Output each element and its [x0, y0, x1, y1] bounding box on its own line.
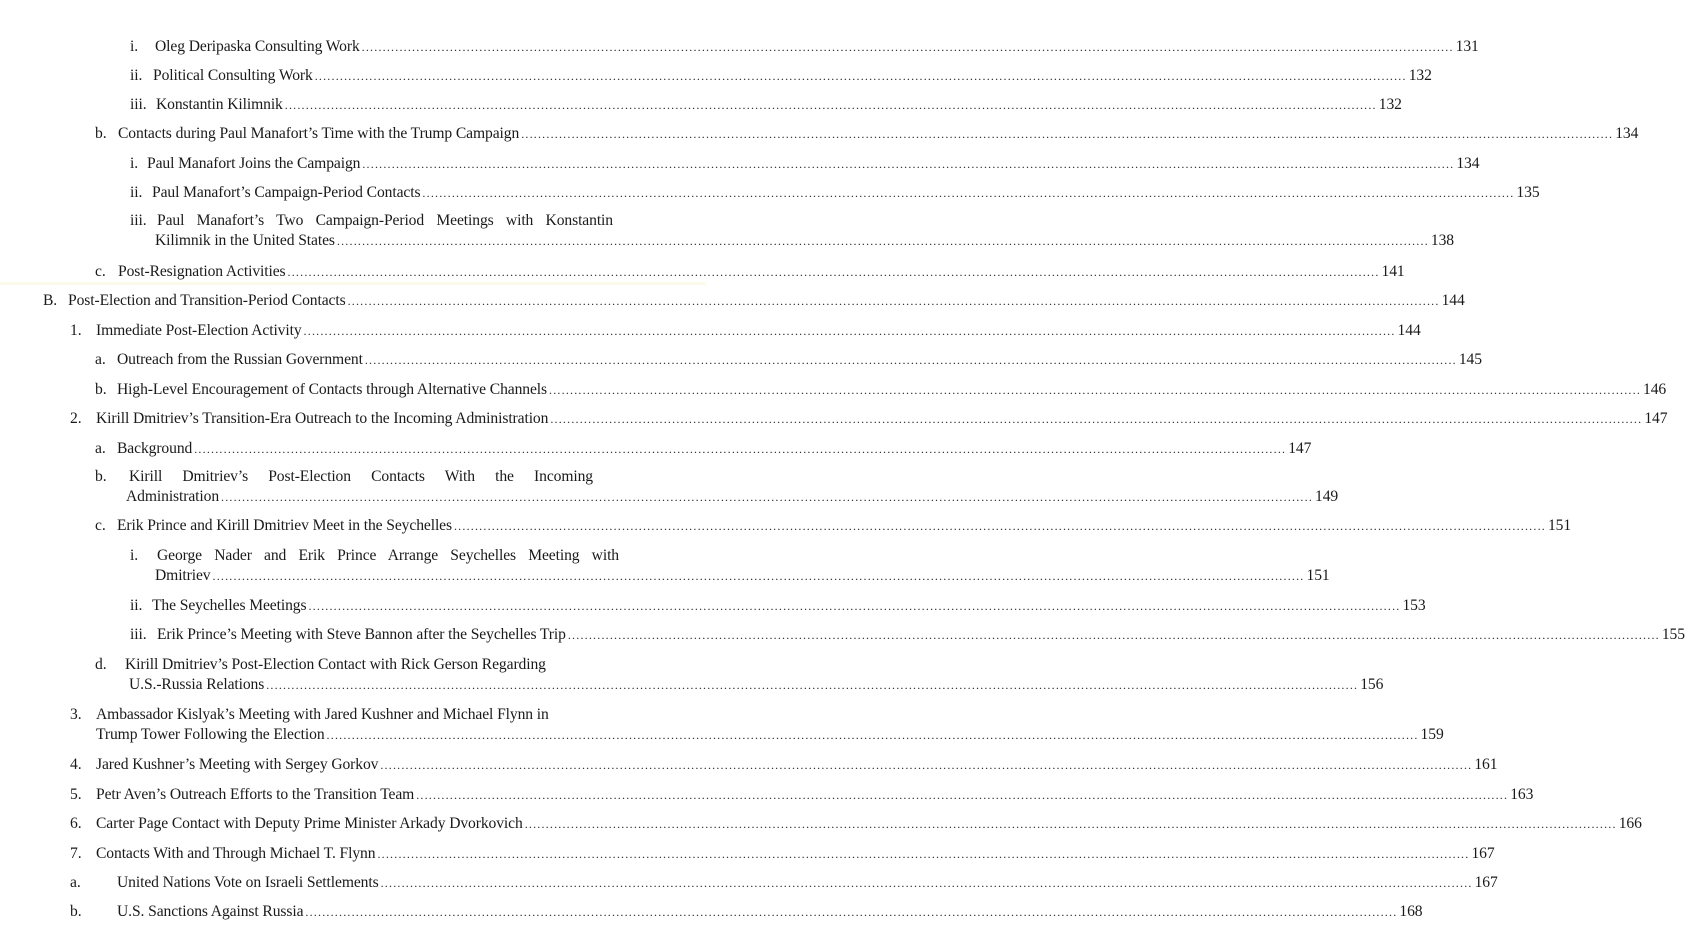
page-number: 147 — [1288, 440, 1312, 457]
entry-title: High-Level Encouragement of Contacts through Alternative Channels — [117, 381, 548, 398]
toc-entry[interactable] — [130, 625, 1685, 645]
entry-line — [96, 844, 1495, 864]
entry-number: 5. — [70, 786, 82, 803]
entry-number: 2. — [70, 410, 82, 427]
dot-leader: .................................................................................................................................................................................................................................................................... — [326, 728, 1419, 742]
entry-number: iii. — [130, 96, 147, 113]
toc-entry[interactable] — [130, 66, 1432, 86]
page-number: 155 — [1661, 626, 1685, 643]
entry-number: 6. — [70, 815, 82, 832]
entry-line — [117, 516, 1572, 536]
entry-line — [118, 262, 1405, 282]
dot-leader: .................................................................................................................................................................................................................................................................... — [550, 412, 1643, 426]
page-number: 132 — [1408, 67, 1432, 84]
dot-leader: .................................................................................................................................................................................................................................................................... — [567, 628, 1660, 642]
page-number: 168 — [1399, 903, 1423, 920]
dot-leader: .................................................................................................................................................................................................................................................................... — [287, 265, 1380, 279]
entry-number: iii. — [130, 212, 147, 229]
entry-number: b. — [70, 903, 82, 920]
entry-line — [117, 350, 1482, 370]
entry-title-line1: Paul Manafort’s Two Campaign-Period Meetings with Konstantin — [157, 212, 613, 229]
page-number: 151 — [1547, 517, 1572, 534]
dot-leader: .................................................................................................................................................................................................................................................................... — [361, 40, 1454, 54]
entry-line — [155, 566, 1330, 586]
entry-title: Background — [117, 440, 193, 457]
page-number: 167 — [1474, 874, 1498, 891]
entry-number: ii. — [130, 67, 143, 84]
entry-title: Immediate Post-Election Activity — [96, 322, 302, 339]
entry-number: a. — [95, 440, 106, 457]
entry-number: b. — [95, 125, 107, 142]
toc-entry[interactable] — [95, 655, 1384, 695]
dot-leader: .................................................................................................................................................................................................................................................................... — [266, 678, 1359, 692]
entry-number: B. — [43, 292, 58, 309]
entry-number: b. — [95, 381, 107, 398]
page-number: 159 — [1420, 726, 1444, 743]
entry-title: Oleg Deripaska Consulting Work — [155, 38, 360, 55]
entry-title: U.S. Sanctions Against Russia — [117, 903, 304, 920]
entry-number: c. — [95, 517, 106, 534]
entry-title: U.S.-Russia Relations — [129, 676, 265, 693]
entry-number: c. — [95, 263, 106, 280]
entry-title-line1: Kirill Dmitriev’s Post-Election Contact with Rick Gerson Regarding — [125, 656, 546, 673]
entry-title: Petr Aven’s Outreach Efforts to the Transition Team — [96, 786, 415, 803]
entry-line — [117, 439, 1312, 459]
entry-title: Outreach from the Russian Government — [117, 351, 363, 368]
toc-entry[interactable] — [130, 37, 1479, 57]
entry-line — [96, 814, 1642, 834]
toc-entry[interactable] — [95, 350, 1482, 370]
entry-line — [155, 231, 1454, 251]
toc-entry[interactable] — [70, 902, 1423, 922]
entry-title: Contacts With and Through Michael T. Flynn — [96, 845, 376, 862]
page-number: 151 — [1306, 567, 1330, 584]
toc-entry[interactable] — [70, 785, 1534, 805]
page-number: 167 — [1471, 845, 1495, 862]
page-number: 135 — [1516, 184, 1540, 201]
dot-leader: .................................................................................................................................................................................................................................................................... — [377, 847, 1470, 861]
entry-number: a. — [70, 874, 81, 891]
toc-entry[interactable] — [130, 596, 1426, 616]
toc-entry[interactable] — [70, 755, 1498, 775]
page-number: 141 — [1381, 263, 1405, 280]
dot-leader: .................................................................................................................................................................................................................................................................... — [284, 98, 1377, 112]
entry-title: Paul Manafort Joins the Campaign — [147, 155, 361, 172]
dot-leader: .................................................................................................................................................................................................................................................................... — [524, 817, 1617, 831]
entry-line — [118, 124, 1639, 144]
dot-leader: .................................................................................................................................................................................................................................................................... — [305, 905, 1398, 919]
page-number: 134 — [1615, 125, 1639, 142]
toc-entry[interactable] — [130, 183, 1540, 203]
entry-line — [117, 902, 1423, 922]
entry-number: ii. — [130, 184, 143, 201]
dot-leader: .................................................................................................................................................................................................................................................................... — [422, 186, 1515, 200]
entry-line — [117, 873, 1498, 893]
toc-entry[interactable] — [95, 467, 1339, 507]
entry-title: The Seychelles Meetings — [152, 597, 307, 614]
entry-title: Trump Tower Following the Election — [96, 726, 325, 743]
entry-number: a. — [95, 351, 106, 368]
entry-title: Erik Prince and Kirill Dmitriev Meet in the Seychelles — [117, 517, 452, 534]
entry-title: Post-Resignation Activities — [118, 263, 286, 280]
toc-entry[interactable] — [95, 516, 1572, 536]
toc-entry[interactable] — [70, 814, 1642, 834]
entry-title: Dmitriev — [155, 567, 211, 584]
entry-title-line1: George Nader and Erik Prince Arrange Seychelles Meeting with — [157, 547, 619, 564]
entry-number: 3. — [70, 706, 82, 723]
entry-line — [126, 487, 1339, 507]
dot-leader: .................................................................................................................................................................................................................................................................... — [380, 758, 1473, 772]
toc-entry[interactable] — [95, 124, 1639, 144]
dot-leader: .................................................................................................................................................................................................................................................................... — [221, 490, 1314, 504]
toc-entry[interactable] — [130, 546, 1330, 586]
entry-line — [155, 37, 1479, 57]
page-number: 163 — [1510, 786, 1534, 803]
page-number: 149 — [1315, 488, 1339, 505]
entry-line — [96, 321, 1421, 341]
entry-title-line1: Kirill Dmitriev’s Post-Election Contacts With the Incoming — [129, 468, 593, 485]
dot-leader: .................................................................................................................................................................................................................................................................... — [212, 569, 1305, 583]
entry-number: d. — [95, 656, 107, 673]
entry-title: United Nations Vote on Israeli Settlements — [117, 874, 379, 891]
entry-number: 4. — [70, 756, 82, 773]
entry-line — [152, 183, 1540, 203]
entry-title-line1: Ambassador Kislyak’s Meeting with Jared Kushner and Michael Flynn in — [96, 706, 549, 723]
page-number: 144 — [1397, 322, 1421, 339]
dot-leader: .................................................................................................................................................................................................................................................................... — [303, 324, 1396, 338]
page-number: 153 — [1402, 597, 1426, 614]
entry-line — [147, 154, 1480, 174]
entry-title: Carter Page Contact with Deputy Prime Minister Arkady Dvorkovich — [96, 815, 523, 832]
entry-title: Erik Prince’s Meeting with Steve Bannon after the Seychelles Trip — [157, 626, 566, 643]
page-number: 147 — [1644, 410, 1668, 427]
dot-leader: .................................................................................................................................................................................................................................................................... — [453, 519, 1546, 533]
entry-number: i. — [130, 38, 139, 55]
entry-line — [68, 291, 1465, 311]
entry-title: Jared Kushner’s Meeting with Sergey Gorkov — [96, 756, 379, 773]
entry-number: i. — [130, 547, 139, 564]
page-number: 144 — [1441, 292, 1465, 309]
entry-number: i. — [130, 155, 139, 172]
dot-leader: .................................................................................................................................................................................................................................................................... — [347, 294, 1440, 308]
page-number: 131 — [1455, 38, 1479, 55]
toc-entry[interactable] — [130, 95, 1402, 115]
toc-entry[interactable] — [95, 380, 1667, 400]
page-number: 166 — [1618, 815, 1642, 832]
entry-line — [157, 625, 1685, 645]
entry-line — [152, 596, 1426, 616]
toc-entry[interactable] — [130, 211, 1454, 251]
entry-number: b. — [95, 468, 107, 485]
entry-title: Konstantin Kilimnik — [156, 96, 283, 113]
entry-line — [129, 675, 1384, 695]
entry-line — [96, 409, 1668, 429]
toc-entry[interactable] — [70, 873, 1498, 893]
entry-number: iii. — [130, 626, 147, 643]
toc-entry[interactable] — [95, 262, 1405, 282]
entry-title: Contacts during Paul Manafort’s Time with the Trump Campaign — [118, 125, 520, 142]
toc-entry[interactable] — [70, 321, 1421, 341]
entry-line — [96, 725, 1444, 745]
entry-number: ii. — [130, 597, 143, 614]
dot-leader: .................................................................................................................................................................................................................................................................... — [364, 353, 1457, 367]
dot-leader: .................................................................................................................................................................................................................................................................... — [521, 127, 1614, 141]
dot-leader: .................................................................................................................................................................................................................................................................... — [380, 876, 1473, 890]
entry-title: Post-Election and Transition-Period Contacts — [68, 292, 346, 309]
page-number: 156 — [1360, 676, 1384, 693]
entry-number: 1. — [70, 322, 82, 339]
entry-line — [96, 755, 1498, 775]
entry-line — [156, 95, 1402, 115]
toc-entry[interactable] — [95, 439, 1312, 459]
dot-leader: .................................................................................................................................................................................................................................................................... — [308, 599, 1401, 613]
entry-title: Kilimnik in the United States — [155, 232, 335, 249]
dot-leader: .................................................................................................................................................................................................................................................................... — [416, 788, 1509, 802]
entry-line — [153, 66, 1432, 86]
dot-leader: .................................................................................................................................................................................................................................................................... — [362, 157, 1455, 171]
dot-leader: .................................................................................................................................................................................................................................................................... — [336, 234, 1429, 248]
toc-entry[interactable] — [130, 154, 1480, 174]
page-number: 134 — [1456, 155, 1480, 172]
page-number: 132 — [1378, 96, 1402, 113]
entry-title: Kirill Dmitriev’s Transition-Era Outreach to the Incoming Administration — [96, 410, 549, 427]
toc-entry[interactable] — [70, 844, 1495, 864]
page-number: 138 — [1430, 232, 1454, 249]
entry-title: Paul Manafort’s Campaign-Period Contacts — [152, 184, 421, 201]
page-number: 145 — [1458, 351, 1482, 368]
entry-title: Political Consulting Work — [153, 67, 313, 84]
entry-number: 7. — [70, 845, 82, 862]
toc-entry[interactable] — [70, 409, 1668, 429]
entry-line — [117, 380, 1667, 400]
dot-leader: .................................................................................................................................................................................................................................................................... — [314, 69, 1407, 83]
toc-entry[interactable] — [43, 291, 1465, 311]
page-number: 161 — [1474, 756, 1498, 773]
entry-title: Administration — [126, 488, 220, 505]
dot-leader: .................................................................................................................................................................................................................................................................... — [549, 383, 1642, 397]
toc-entry[interactable] — [70, 705, 1444, 745]
dot-leader: .................................................................................................................................................................................................................................................................... — [194, 442, 1287, 456]
page-number: 146 — [1643, 381, 1667, 398]
entry-line — [96, 785, 1534, 805]
